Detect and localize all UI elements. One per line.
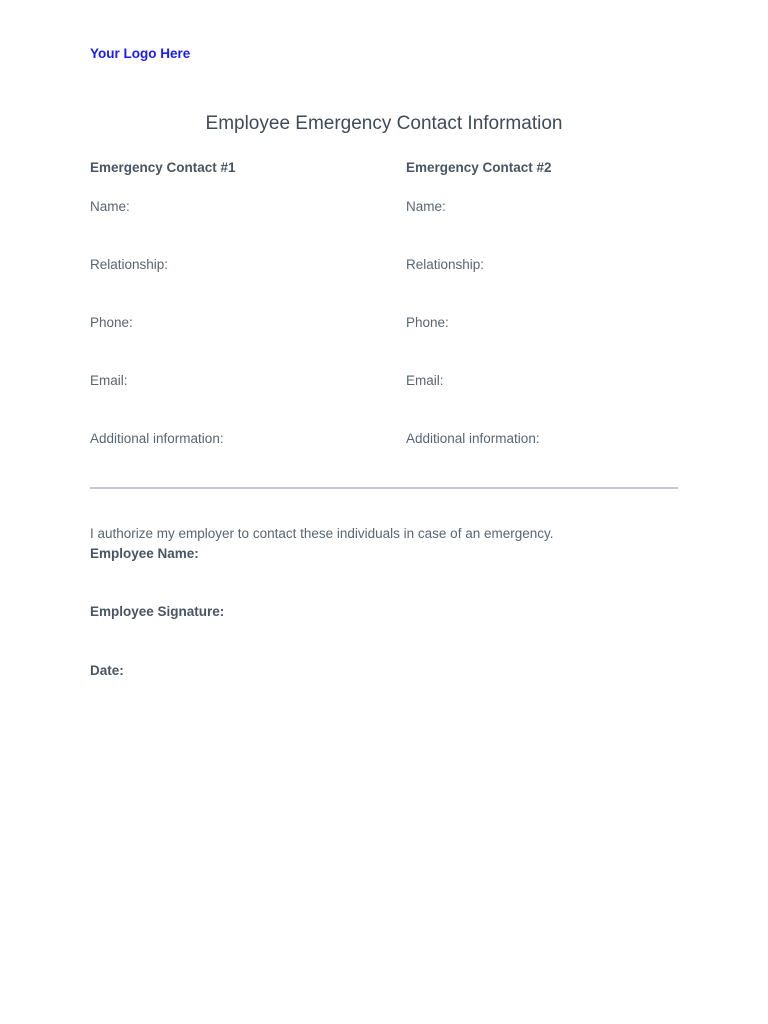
contact-1-phone-label: Phone:: [90, 315, 133, 330]
contact-2-name-label: Name:: [406, 199, 446, 214]
contact-1-additional-info-label: Additional information:: [90, 431, 224, 446]
contact-2-phone-label: Phone:: [406, 315, 449, 330]
contact-2-relationship-label: Relationship:: [406, 257, 485, 272]
date-label: Date:: [90, 663, 124, 678]
contact-1-email-label: Email:: [90, 373, 128, 388]
emergency-contact-1-section: [90, 159, 360, 448]
employee-signature-label: Employee Signature:: [90, 604, 225, 619]
section-divider: [90, 487, 678, 489]
contact-1-heading: Emergency Contact #1: [90, 160, 236, 175]
contact-2-heading: Emergency Contact #2: [406, 160, 552, 175]
logo-placeholder: Your Logo Here: [90, 46, 191, 61]
page-title: Employee Emergency Contact Information: [205, 113, 563, 134]
employee-name-label: Employee Name:: [90, 546, 199, 561]
contact-2-email-label: Email:: [406, 373, 444, 388]
authorization-statement: I authorize my employer to contact these individuals in case of an emergency.: [90, 526, 554, 541]
emergency-contact-2-section: [406, 159, 676, 448]
contact-1-name-label: Name:: [90, 199, 130, 214]
contact-1-relationship-label: Relationship:: [90, 257, 169, 272]
contact-2-additional-info-label: Additional information:: [406, 431, 540, 446]
